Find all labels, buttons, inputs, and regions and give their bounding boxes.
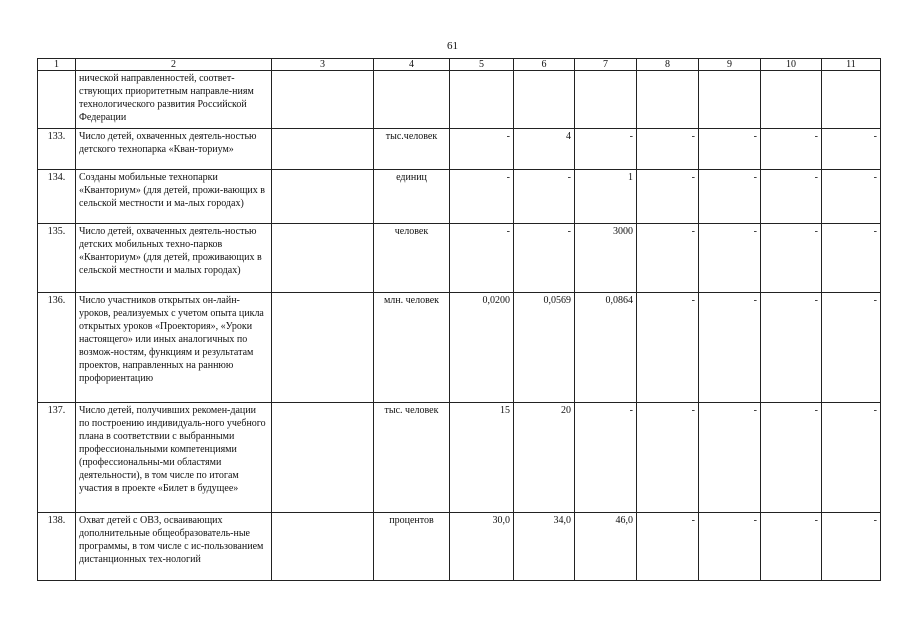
value-cell: -: [637, 403, 699, 513]
column-header: 5: [450, 59, 514, 71]
value-cell: [514, 71, 575, 129]
row-number: 134.: [38, 170, 76, 224]
value-cell: -: [822, 403, 881, 513]
value-cell: [699, 71, 761, 129]
value-cell: -: [699, 129, 761, 170]
value-cell: [450, 71, 514, 129]
column-header: 3: [272, 59, 374, 71]
unit-cell: тыс.человек: [374, 129, 450, 170]
value-cell: 4: [514, 129, 575, 170]
cell-col3: [272, 129, 374, 170]
value-cell: 20: [514, 403, 575, 513]
value-cell: -: [822, 513, 881, 581]
indicator-name: нической направленностей, соответ-ствующих приоритетным направле-ниям технологического развития Российской Федерации: [76, 71, 272, 129]
value-cell: -: [761, 224, 822, 293]
value-cell: -: [699, 224, 761, 293]
value-cell: 0,0864: [575, 293, 637, 403]
indicator-name: Число детей, охваченных деятель-ностью детских мобильных техно-парков «Кванториум» (для детей, проживающих в сельской местности и малых городах): [76, 224, 272, 293]
value-cell: -: [699, 513, 761, 581]
unit-cell: человек: [374, 224, 450, 293]
value-cell: 0,0569: [514, 293, 575, 403]
value-cell: 30,0: [450, 513, 514, 581]
value-cell: -: [761, 170, 822, 224]
indicator-name: Охват детей с ОВЗ, осваивающих дополнительные общеобразователь-ные программы, в том числе с ис-пользованием дистанционных тех-нологий: [76, 513, 272, 581]
value-cell: 1: [575, 170, 637, 224]
column-header: 9: [699, 59, 761, 71]
value-cell: 34,0: [514, 513, 575, 581]
row-number: 136.: [38, 293, 76, 403]
value-cell: -: [637, 170, 699, 224]
value-cell: -: [822, 170, 881, 224]
indicator-name: Число детей, получивших рекомен-дации по построению индивидуаль-ного учебного плана в соответствии с выбранными профессиональными компетенциями (профессиональны-ми областями деятельности), в том числе по итогам участия в проекте «Билет в будущее»: [76, 403, 272, 513]
table-row: [38, 403, 881, 513]
indicators-table: [37, 58, 881, 581]
value-cell: 15: [450, 403, 514, 513]
value-cell: -: [822, 224, 881, 293]
unit-cell: тыс. человек: [374, 403, 450, 513]
value-cell: [761, 71, 822, 129]
value-cell: [575, 71, 637, 129]
value-cell: -: [761, 513, 822, 581]
value-cell: -: [575, 403, 637, 513]
column-header: 10: [761, 59, 822, 71]
value-cell: -: [637, 293, 699, 403]
row-number: [38, 71, 76, 129]
value-cell: -: [450, 170, 514, 224]
cell-col3: [272, 293, 374, 403]
unit-cell: единиц: [374, 170, 450, 224]
value-cell: 0,0200: [450, 293, 514, 403]
table-row: [38, 224, 881, 293]
value-cell: -: [450, 129, 514, 170]
value-cell: -: [637, 224, 699, 293]
table-row: [38, 170, 881, 224]
table-row: [38, 513, 881, 581]
column-header: 4: [374, 59, 450, 71]
column-number-header: [38, 59, 881, 71]
column-header: 6: [514, 59, 575, 71]
value-cell: -: [699, 403, 761, 513]
row-number: 137.: [38, 403, 76, 513]
value-cell: 3000: [575, 224, 637, 293]
row-number: 133.: [38, 129, 76, 170]
value-cell: -: [761, 293, 822, 403]
value-cell: 46,0: [575, 513, 637, 581]
value-cell: -: [450, 224, 514, 293]
column-header: 7: [575, 59, 637, 71]
cell-col3: [272, 170, 374, 224]
table-row: [38, 71, 881, 129]
value-cell: -: [822, 129, 881, 170]
row-number: 138.: [38, 513, 76, 581]
value-cell: -: [575, 129, 637, 170]
cell-col3: [272, 224, 374, 293]
unit-cell: [374, 71, 450, 129]
value-cell: -: [514, 224, 575, 293]
value-cell: -: [822, 293, 881, 403]
row-number: 135.: [38, 224, 76, 293]
value-cell: -: [514, 170, 575, 224]
value-cell: -: [637, 513, 699, 581]
cell-col3: [272, 513, 374, 581]
value-cell: -: [699, 170, 761, 224]
column-header: 8: [637, 59, 699, 71]
unit-cell: млн. человек: [374, 293, 450, 403]
value-cell: [822, 71, 881, 129]
value-cell: -: [699, 293, 761, 403]
table-row: [38, 293, 881, 403]
value-cell: -: [637, 129, 699, 170]
page-number: 61: [447, 40, 458, 52]
column-header: 2: [76, 59, 272, 71]
value-cell: -: [761, 403, 822, 513]
value-cell: [637, 71, 699, 129]
value-cell: -: [761, 129, 822, 170]
indicator-name: Число участников открытых он-лайн-уроков, реализуемых с учетом опыта цикла открытых уроков «Проектория», «Уроки настоящего» или иных аналогичных по возмож-ностям, функциям и результатам проектов, направленных на раннюю профориентацию: [76, 293, 272, 403]
table-row: [38, 129, 881, 170]
column-header: 11: [822, 59, 881, 71]
indicator-name: Число детей, охваченных деятель-ностью детского технопарка «Кван-ториум»: [76, 129, 272, 170]
unit-cell: процентов: [374, 513, 450, 581]
cell-col3: [272, 403, 374, 513]
cell-col3: [272, 71, 374, 129]
indicator-name: Созданы мобильные технопарки «Кванториум» (для детей, прожи-вающих в сельской местности и ма-лых городах): [76, 170, 272, 224]
column-header: 1: [38, 59, 76, 71]
